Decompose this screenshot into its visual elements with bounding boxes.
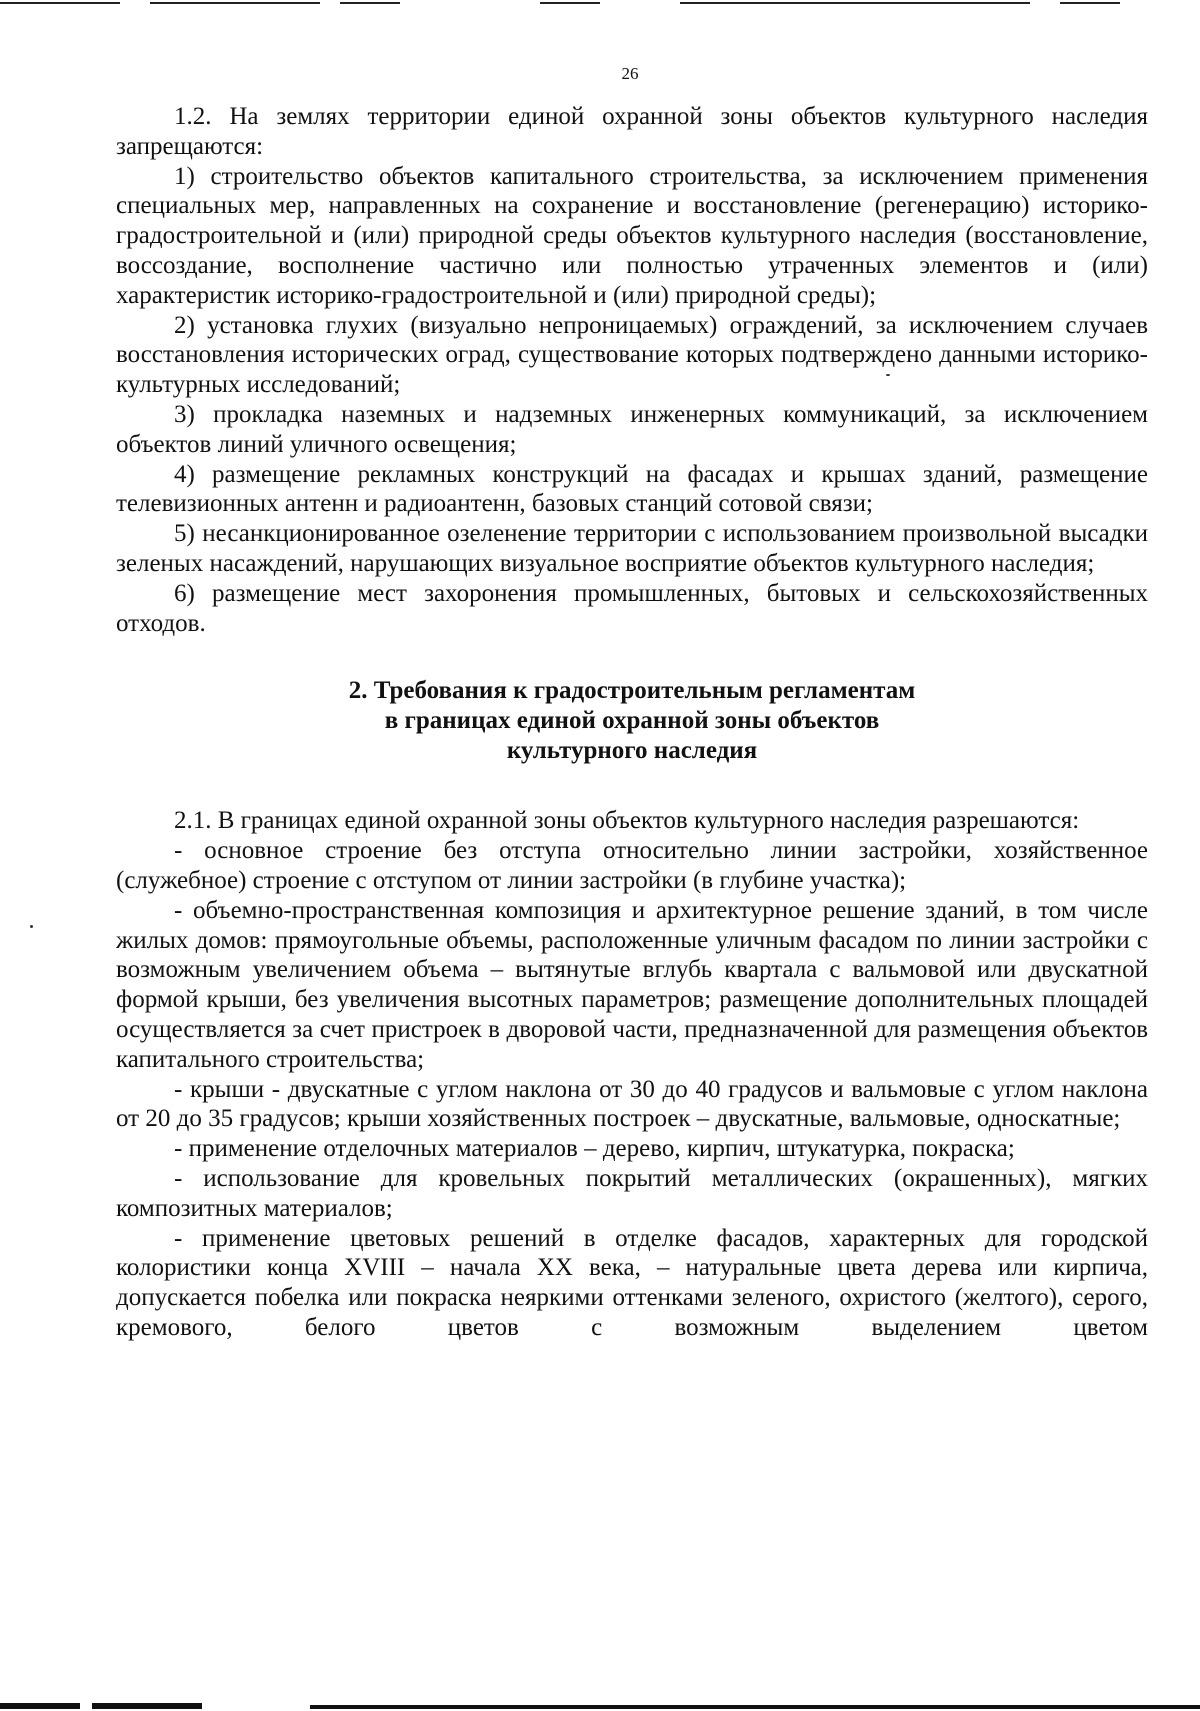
section1-item-1: 1) строительство объектов капитального строительства, за исключением применения специальных мер, направленных на сохранение и восстановление (регенерацию) историко-градостроительной и (или) природной среды объектов культурного наследия (восстановление, воссоздание, восполнение частично или полностью утраченных элементов и (или) характеристик историко-градостроительной и (или) природной среды); <box>116 162 1148 309</box>
section2-item-3: - крыши - двускатные с углом наклона от 30 до 40 градусов и вальмовые с углом наклона от 20 до 35 градусов; крыши хозяйственных построек – двускатные, вальмовые, односкатные; <box>116 1075 1148 1133</box>
section2-item-4: - применение отделочных материалов – дерево, кирпич, штукатурка, покраска; <box>174 1135 1015 1163</box>
section1-item-2: 2) установка глухих (визуально непроницаемых) ограждений, за исключением случаев восстановления исторических оград, существование которых подтверждено данными историко-культурных исследований; <box>116 311 1148 399</box>
scan-edge-mark <box>92 1703 202 1709</box>
scan-edge-mark <box>680 2 1030 4</box>
scan-edge-mark <box>1060 2 1120 4</box>
scan-edge-mark <box>150 2 320 4</box>
section2-item-2: - объемно-пространственная композиция и архитектурное решение зданий, в том числе жилых домов: прямоугольные объемы, расположенные уличным фасадом по линии застройки с возможным увеличением объема – вытянутые вглубь квартала с вальмовой или двускатной формой крыши, без увеличения высотных параметров; размещение дополнительных площадей осуществляется за счет пристроек в дворовой части, предназначенной для размещения объектов капитального строительства; <box>116 896 1148 1073</box>
scan-edge-mark <box>310 1705 1200 1709</box>
section2-heading <box>116 676 1148 766</box>
section2-intro: 2.1. В границах единой охранной зоны объектов культурного наследия разрешаются: <box>174 807 1080 835</box>
section1-item-4: 4) размещение рекламных конструкций на фасадах и крышах зданий, размещение телевизионных антенн и радиоантенн, базовых станций сотовой связи; <box>116 460 1148 518</box>
section1-intro: 1.2. На землях территории единой охранной зоны объектов культурного наследия запрещаются: <box>116 103 1148 160</box>
scan-edge-mark <box>0 2 120 4</box>
section2-heading-line-2: в границах единой охранной зоны объектов <box>384 707 880 735</box>
section1-item-3: 3) прокладка наземных и надземных инженерных коммуникаций, за исключением объектов линий уличного освещения; <box>116 400 1148 458</box>
scan-edge-mark <box>540 2 600 4</box>
section2-item-1: - основное строение без отступа относительно линии застройки, хозяйственное (служебное) строение с отступом от линии застройки (в глубине участка); <box>116 837 1148 894</box>
section2-heading-line-3: культурного наследия <box>506 737 758 765</box>
page-number: 26 <box>621 64 639 83</box>
section2-item-5: - использование для кровельных покрытий металлических (окрашенных), мягких композитных материалов; <box>116 1164 1148 1222</box>
scan-top-edge <box>0 0 1200 8</box>
scan-edge-mark <box>0 1703 80 1709</box>
section1-item-6: 6) размещение мест захоронения промышленных, бытовых и сельскохозяйственных отходов. <box>116 579 1148 637</box>
document-body <box>116 102 1148 1343</box>
section2-heading-line-1: 2. Требования к градостроительным регламентам <box>348 677 916 705</box>
scan-speck <box>30 925 33 928</box>
section2-item-6: - применение цветовых решений в отделке фасадов, характерных для городской колористики конца XVIII – начала XX века, – натуральные цвета дерева или кирпича, допускается побелка или покраска неяркими оттенками зеленого, охристого (желтого), серого, кремового, белого цветов с возможным выделением цветом <box>116 1224 1148 1341</box>
scan-edge-mark <box>340 2 400 4</box>
scan-bottom-edge <box>0 1700 1200 1711</box>
section1-item-5: 5) несанкционированное озеленение территории с использованием произвольной высадки зеленых насаждений, нарушающих визуальное восприятие объектов культурного наследия; <box>116 520 1148 577</box>
